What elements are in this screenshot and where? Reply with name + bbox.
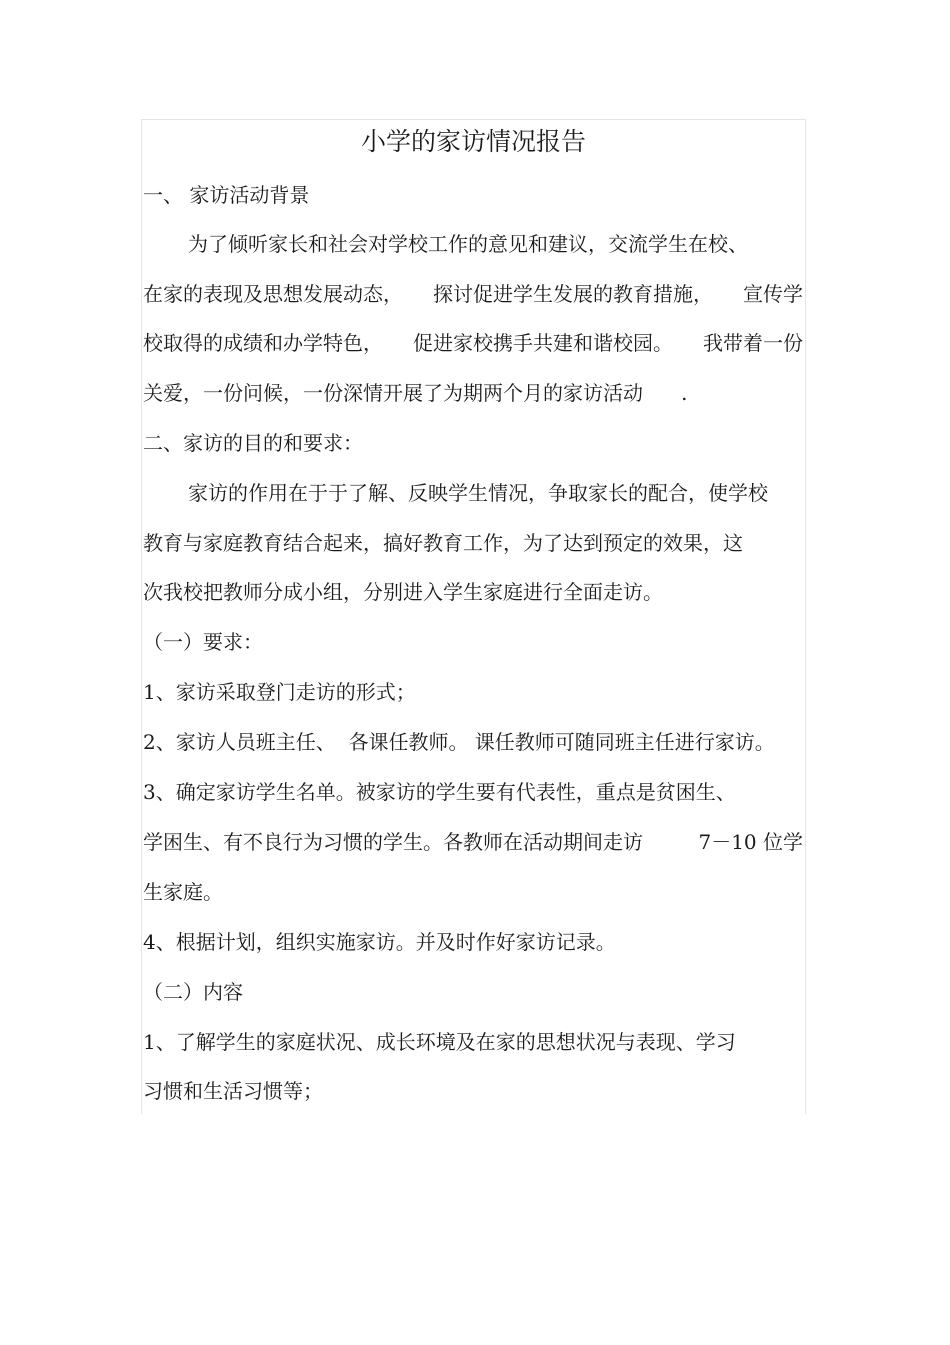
requirement-3-line3: 生家庭。 bbox=[143, 880, 223, 904]
paragraph1-line1: 为了倾听家长和社会对学校工作的意见和建议，交流学生在校、 bbox=[188, 232, 748, 256]
content-1-line2: 习惯和生活习惯等； bbox=[143, 1079, 323, 1103]
requirement-3-line1: 3、确定家访学生名单。被家访的学生要有代表性，重点是贫困生、 bbox=[143, 780, 736, 804]
paragraph1-line3-part-c: 我带着一份 bbox=[703, 331, 803, 355]
content-1-line1: 1、了解学生的家庭状况、成长环境及在家的思想状况与表现、学习 bbox=[143, 1030, 736, 1054]
paragraph1-line3-part-b: 促进家校携手共建和谐校园。 bbox=[413, 331, 673, 355]
paragraph1-line4: 关爱，一份问候，一份深情开展了为期两个月的家访活动 . bbox=[143, 381, 688, 405]
requirement-2: 2、家访人员班主任、 各课任教师。 课任教师可随同班主任进行家访。 bbox=[143, 730, 775, 754]
paragraph2-line2: 教育与家庭教育结合起来，搞好教育工作，为了达到预定的效果，这 bbox=[143, 531, 743, 555]
paragraph1-line2-part-b: 探讨促进学生发展的教育措施， bbox=[433, 282, 713, 306]
requirement-4: 4、根据计划，组织实施家访。并及时作好家访记录。 bbox=[143, 930, 616, 954]
paragraph1-line3 bbox=[143, 331, 803, 355]
requirement-3-line2-part-a: 学困生、有不良行为习惯的学生。各教师在活动期间走访 bbox=[143, 830, 643, 854]
section2-heading: 二、家访的目的和要求： bbox=[143, 431, 363, 455]
requirement-3-line2-part-b: 7－10 位学 bbox=[698, 830, 803, 854]
paragraph1-line2-part-c: 宣传学 bbox=[743, 282, 803, 306]
section1-heading: 一、 家访活动背景 bbox=[143, 183, 310, 207]
document-title: 小学的家访情况报告 bbox=[360, 127, 586, 156]
paragraph1-line3-part-a: 校取得的成绩和办学特色， bbox=[143, 331, 383, 355]
subsection2-heading: （二）内容 bbox=[143, 980, 243, 1004]
paragraph2-line3: 次我校把教师分成小组，分别进入学生家庭进行全面走访。 bbox=[143, 580, 663, 604]
paragraph2-line1: 家访的作用在于于了解、反映学生情况，争取家长的配合，使学校 bbox=[188, 481, 768, 505]
paragraph1-line2 bbox=[143, 282, 803, 306]
subsection1-heading: （一）要求： bbox=[143, 630, 263, 654]
requirement-1: 1、家访采取登门走访的形式； bbox=[143, 680, 416, 704]
page-frame bbox=[141, 119, 806, 1114]
paragraph1-line2-part-a: 在家的表现及思想发展动态， bbox=[143, 282, 403, 306]
requirement-3-line2 bbox=[143, 830, 803, 854]
